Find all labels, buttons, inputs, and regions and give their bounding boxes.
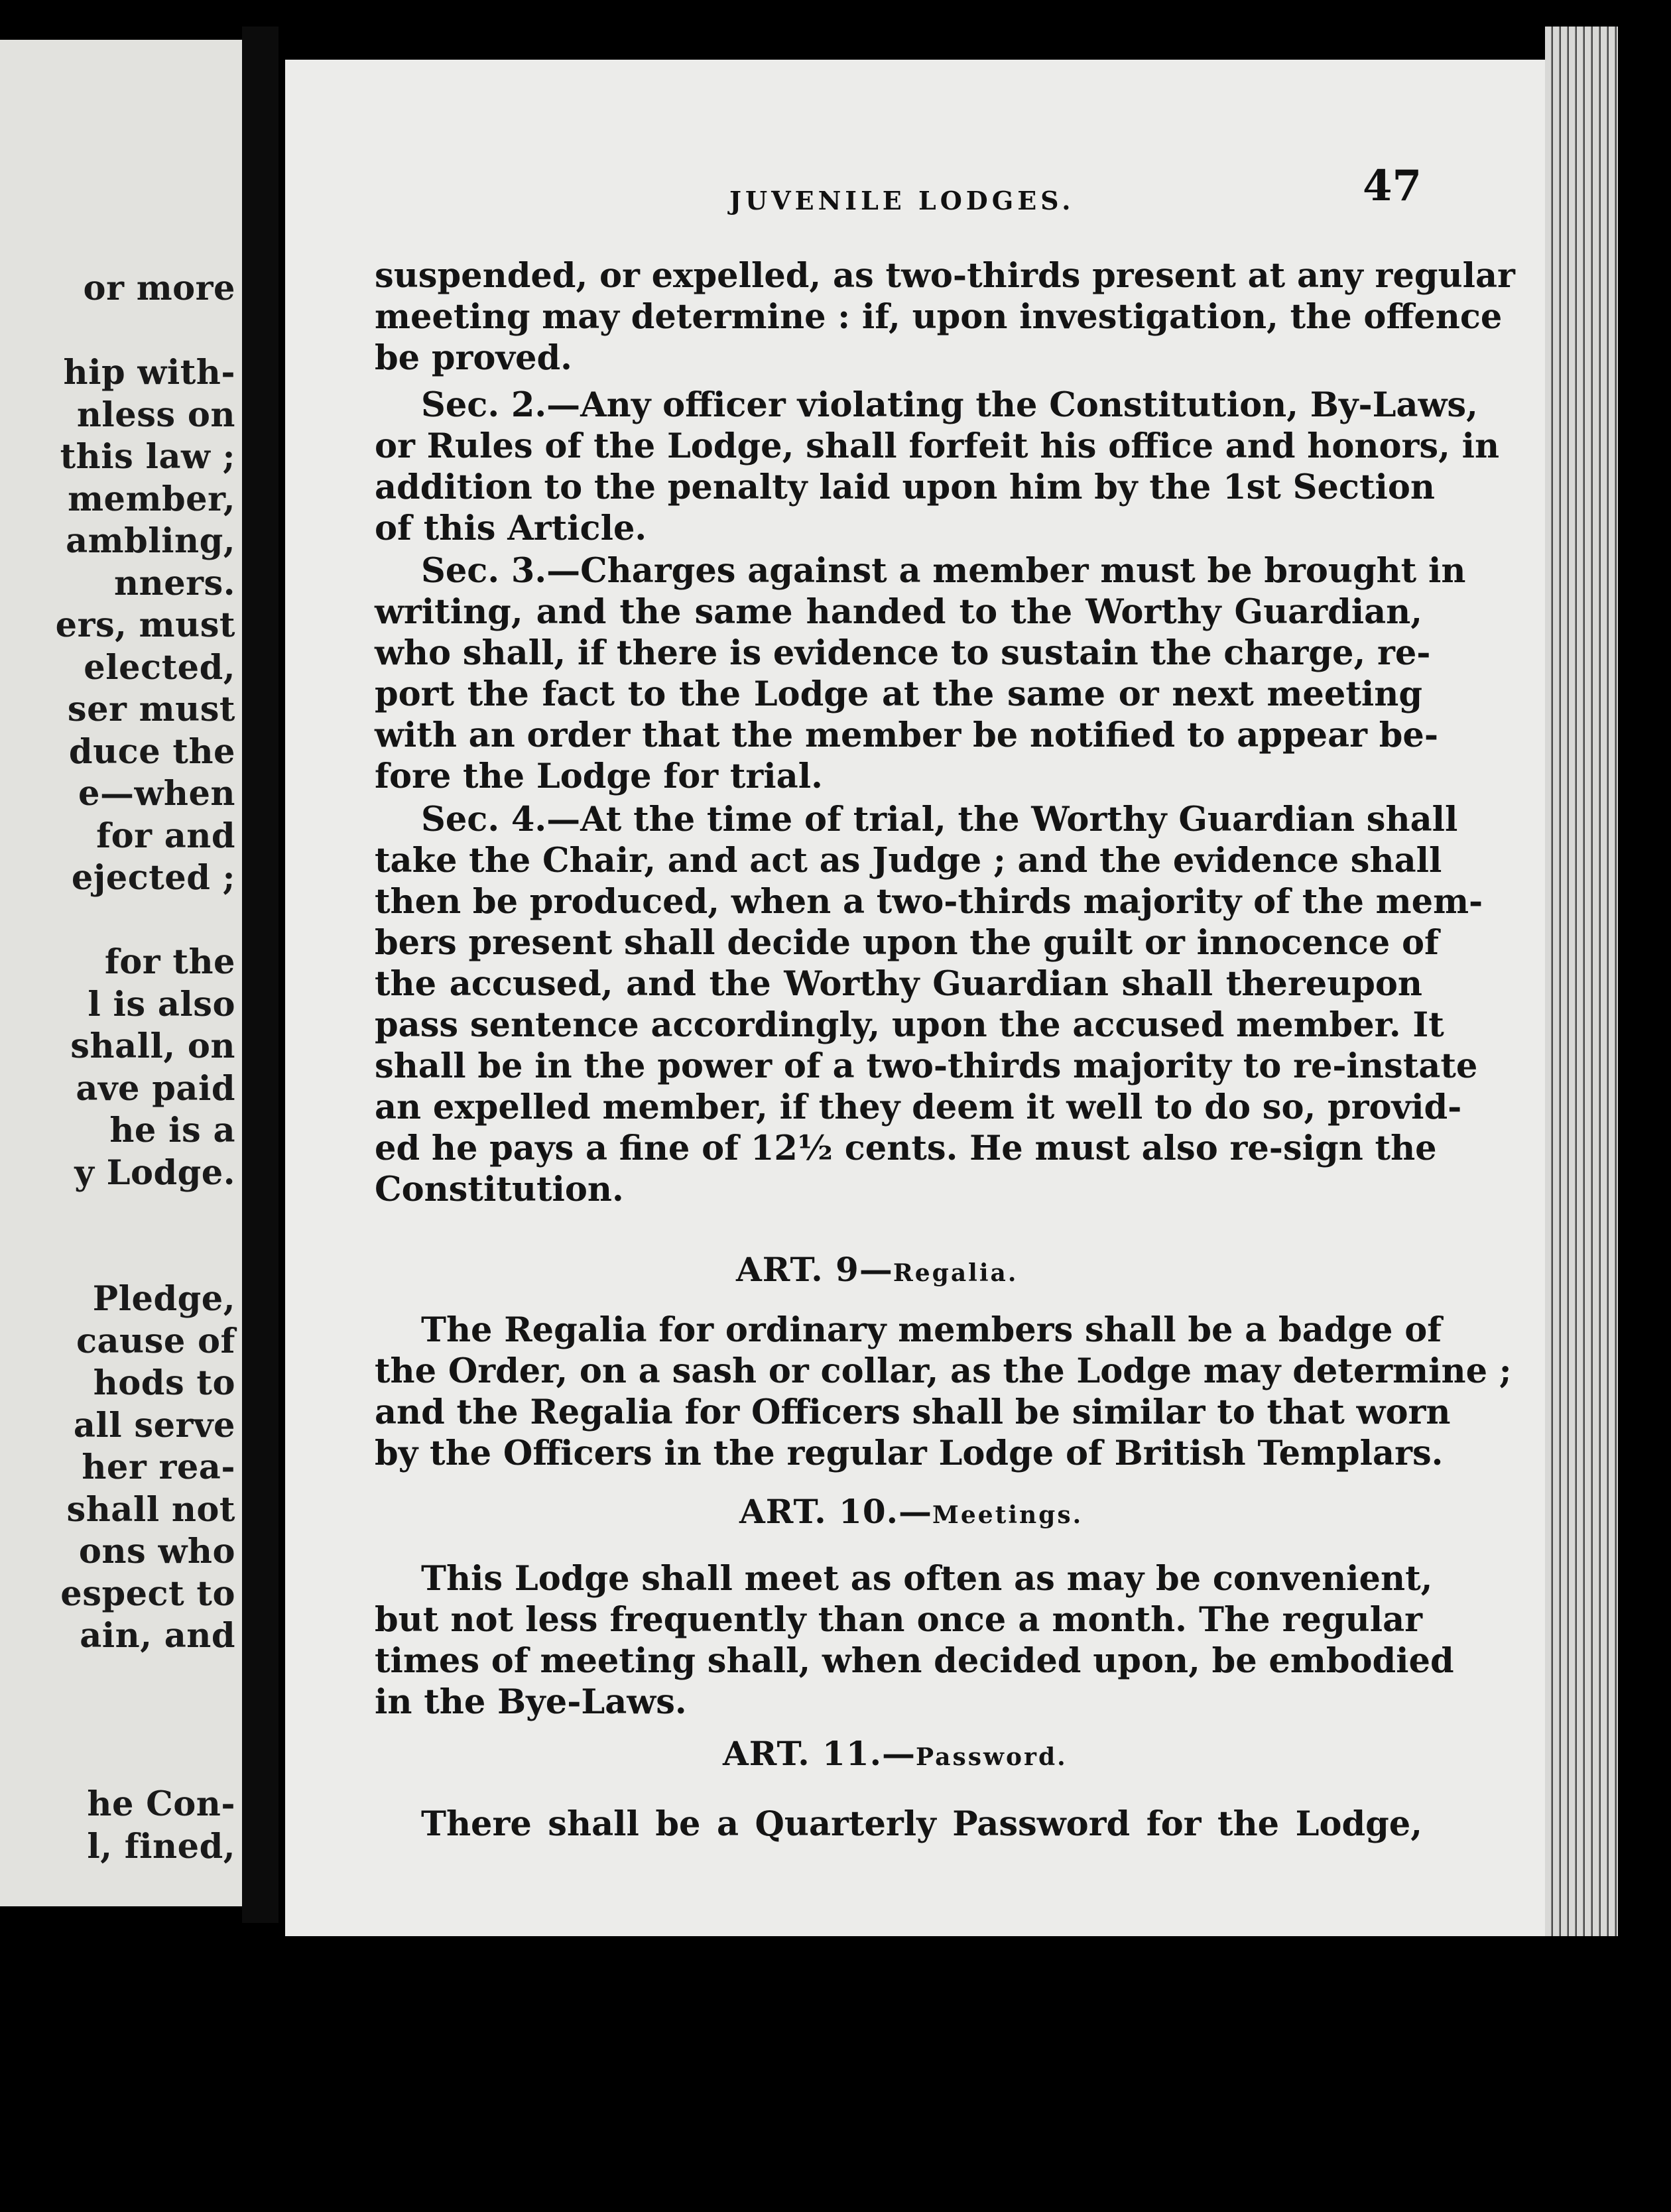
text-line: take the Chair, and act as Judge ; and the evidence shall <box>375 841 1442 881</box>
left-page-line: shall not <box>66 1489 235 1530</box>
article-number: ART. 11.— <box>723 1734 916 1773</box>
text-line: of this Article. <box>375 509 647 548</box>
article-number: ART. 10.— <box>739 1492 933 1531</box>
text-line: by the Officers in the regular Lodge of British Templars. <box>375 1434 1444 1473</box>
text-line: writing, and the same handed to the Worthy Guardian, <box>375 592 1422 632</box>
left-page-line: her rea- <box>82 1447 235 1487</box>
left-page-line: he Con- <box>87 1784 235 1824</box>
text-line: but not less frequently than once a month. The regular <box>375 1600 1422 1640</box>
text-line: port the fact to the Lodge at the same or next meeting <box>375 674 1422 714</box>
left-page-line: ers, must <box>55 605 235 645</box>
left-page-line: nners. <box>114 563 235 603</box>
text-line: or Rules of the Lodge, shall forfeit his office and honors, in <box>375 426 1500 466</box>
article-11-heading <box>723 1734 1068 1773</box>
text-line: This Lodge shall meet as often as may be convenient, <box>421 1559 1433 1599</box>
left-page-line: for and <box>96 816 235 856</box>
left-page-line: or more <box>83 269 235 308</box>
text-line: then be produced, when a two-thirds majority of the mem- <box>375 882 1483 922</box>
page-edges <box>1545 27 1618 1936</box>
text-line: with an order that the member be notified to appear be- <box>375 715 1439 755</box>
left-page-line: nless on <box>76 395 235 435</box>
left-page-line: this law ; <box>60 437 235 477</box>
left-page-line: ain, and <box>80 1616 235 1656</box>
article-title: Password. <box>916 1743 1068 1771</box>
paragraph-continuation <box>375 255 1515 379</box>
left-page-line: for the <box>104 942 235 982</box>
text-line: the accused, and the Worthy Guardian shall thereupon <box>375 964 1422 1004</box>
left-page-line: ambling, <box>66 521 235 561</box>
article-9 <box>375 1310 1512 1474</box>
text-line: who shall, if there is evidence to sustain the charge, re- <box>375 633 1431 673</box>
text-line: pass sentence accordingly, upon the accused member. It <box>375 1005 1444 1045</box>
left-page-line: ons who <box>78 1532 235 1571</box>
section-2 <box>375 385 1500 549</box>
article-9-heading <box>736 1250 1018 1289</box>
left-page-line: hods to <box>93 1363 235 1403</box>
text-line: be proved. <box>375 338 572 378</box>
left-page-line: cause of <box>76 1321 235 1361</box>
left-page-line: Pledge, <box>92 1279 235 1319</box>
left-page-line: member, <box>68 479 235 519</box>
section-4 <box>375 799 1483 1210</box>
left-page-line: shall, on <box>70 1026 235 1066</box>
text-line: meeting may determine : if, upon investigation, the offence <box>375 297 1503 337</box>
article-10-heading <box>739 1492 1083 1531</box>
left-page-line: ave paid <box>76 1068 235 1109</box>
text-line: Constitution. <box>375 1170 624 1209</box>
article-11 <box>375 1804 1422 1845</box>
left-page-line: l is also <box>88 984 235 1024</box>
article-10 <box>375 1558 1454 1723</box>
text-line: addition to the penalty laid upon him by the 1st Section <box>375 467 1435 507</box>
left-page-line: y Lodge. <box>74 1152 235 1193</box>
text-line: the Order, on a sash or collar, as the Lodge may determine ; <box>375 1351 1512 1391</box>
text-line: shall be in the power of a two-thirds majority to re-instate <box>375 1046 1478 1086</box>
running-title: JUVENILE LODGES. <box>729 186 1075 215</box>
page-number: 47 <box>1363 161 1422 211</box>
left-page-line: duce the <box>68 731 235 772</box>
left-facing-page <box>0 40 242 1906</box>
article-title: Regalia. <box>893 1259 1019 1287</box>
text-line: There shall be a Quarterly Password for the Lodge, <box>421 1804 1422 1844</box>
text-line: Sec. 2.—Any officer violating the Constitution, By-Laws, <box>421 385 1478 425</box>
left-page-line: e—when <box>78 774 235 814</box>
left-page-line: l, fined, <box>87 1826 235 1867</box>
left-page-line: all serve <box>73 1405 235 1445</box>
left-page-line: hip with- <box>63 353 235 393</box>
article-number: ART. 9— <box>736 1250 893 1289</box>
text-line: Sec. 3.—Charges against a member must be brought in <box>421 551 1466 591</box>
text-line: fore the Lodge for trial. <box>375 757 823 796</box>
text-line: ed he pays a fine of 12½ cents. He must also re-sign the <box>375 1129 1437 1168</box>
text-line: Sec. 4.—At the time of trial, the Worthy Guardian shall <box>421 800 1458 839</box>
text-line: and the Regalia for Officers shall be similar to that worn <box>375 1392 1451 1432</box>
left-page-line: ser must <box>67 690 235 729</box>
text-line: bers present shall decide upon the guilt or innocence of <box>375 923 1439 963</box>
text-line: suspended, or expelled, as two-thirds present at any regular <box>375 256 1515 296</box>
text-line: The Regalia for ordinary members shall be a badge of <box>421 1310 1442 1350</box>
left-page-line: espect to <box>60 1573 235 1614</box>
section-3 <box>375 550 1466 797</box>
article-title: Meetings. <box>932 1501 1083 1529</box>
text-line: in the Bye-Laws. <box>375 1682 687 1722</box>
left-page-line: elected, <box>84 647 235 688</box>
left-page-line: he is a <box>109 1111 235 1150</box>
book-gutter <box>242 27 278 1923</box>
text-line: times of meeting shall, when decided upon, be embodied <box>375 1641 1454 1681</box>
text-line: an expelled member, if they deem it well to do so, provid- <box>375 1087 1462 1127</box>
left-page-line: ejected ; <box>71 858 235 898</box>
